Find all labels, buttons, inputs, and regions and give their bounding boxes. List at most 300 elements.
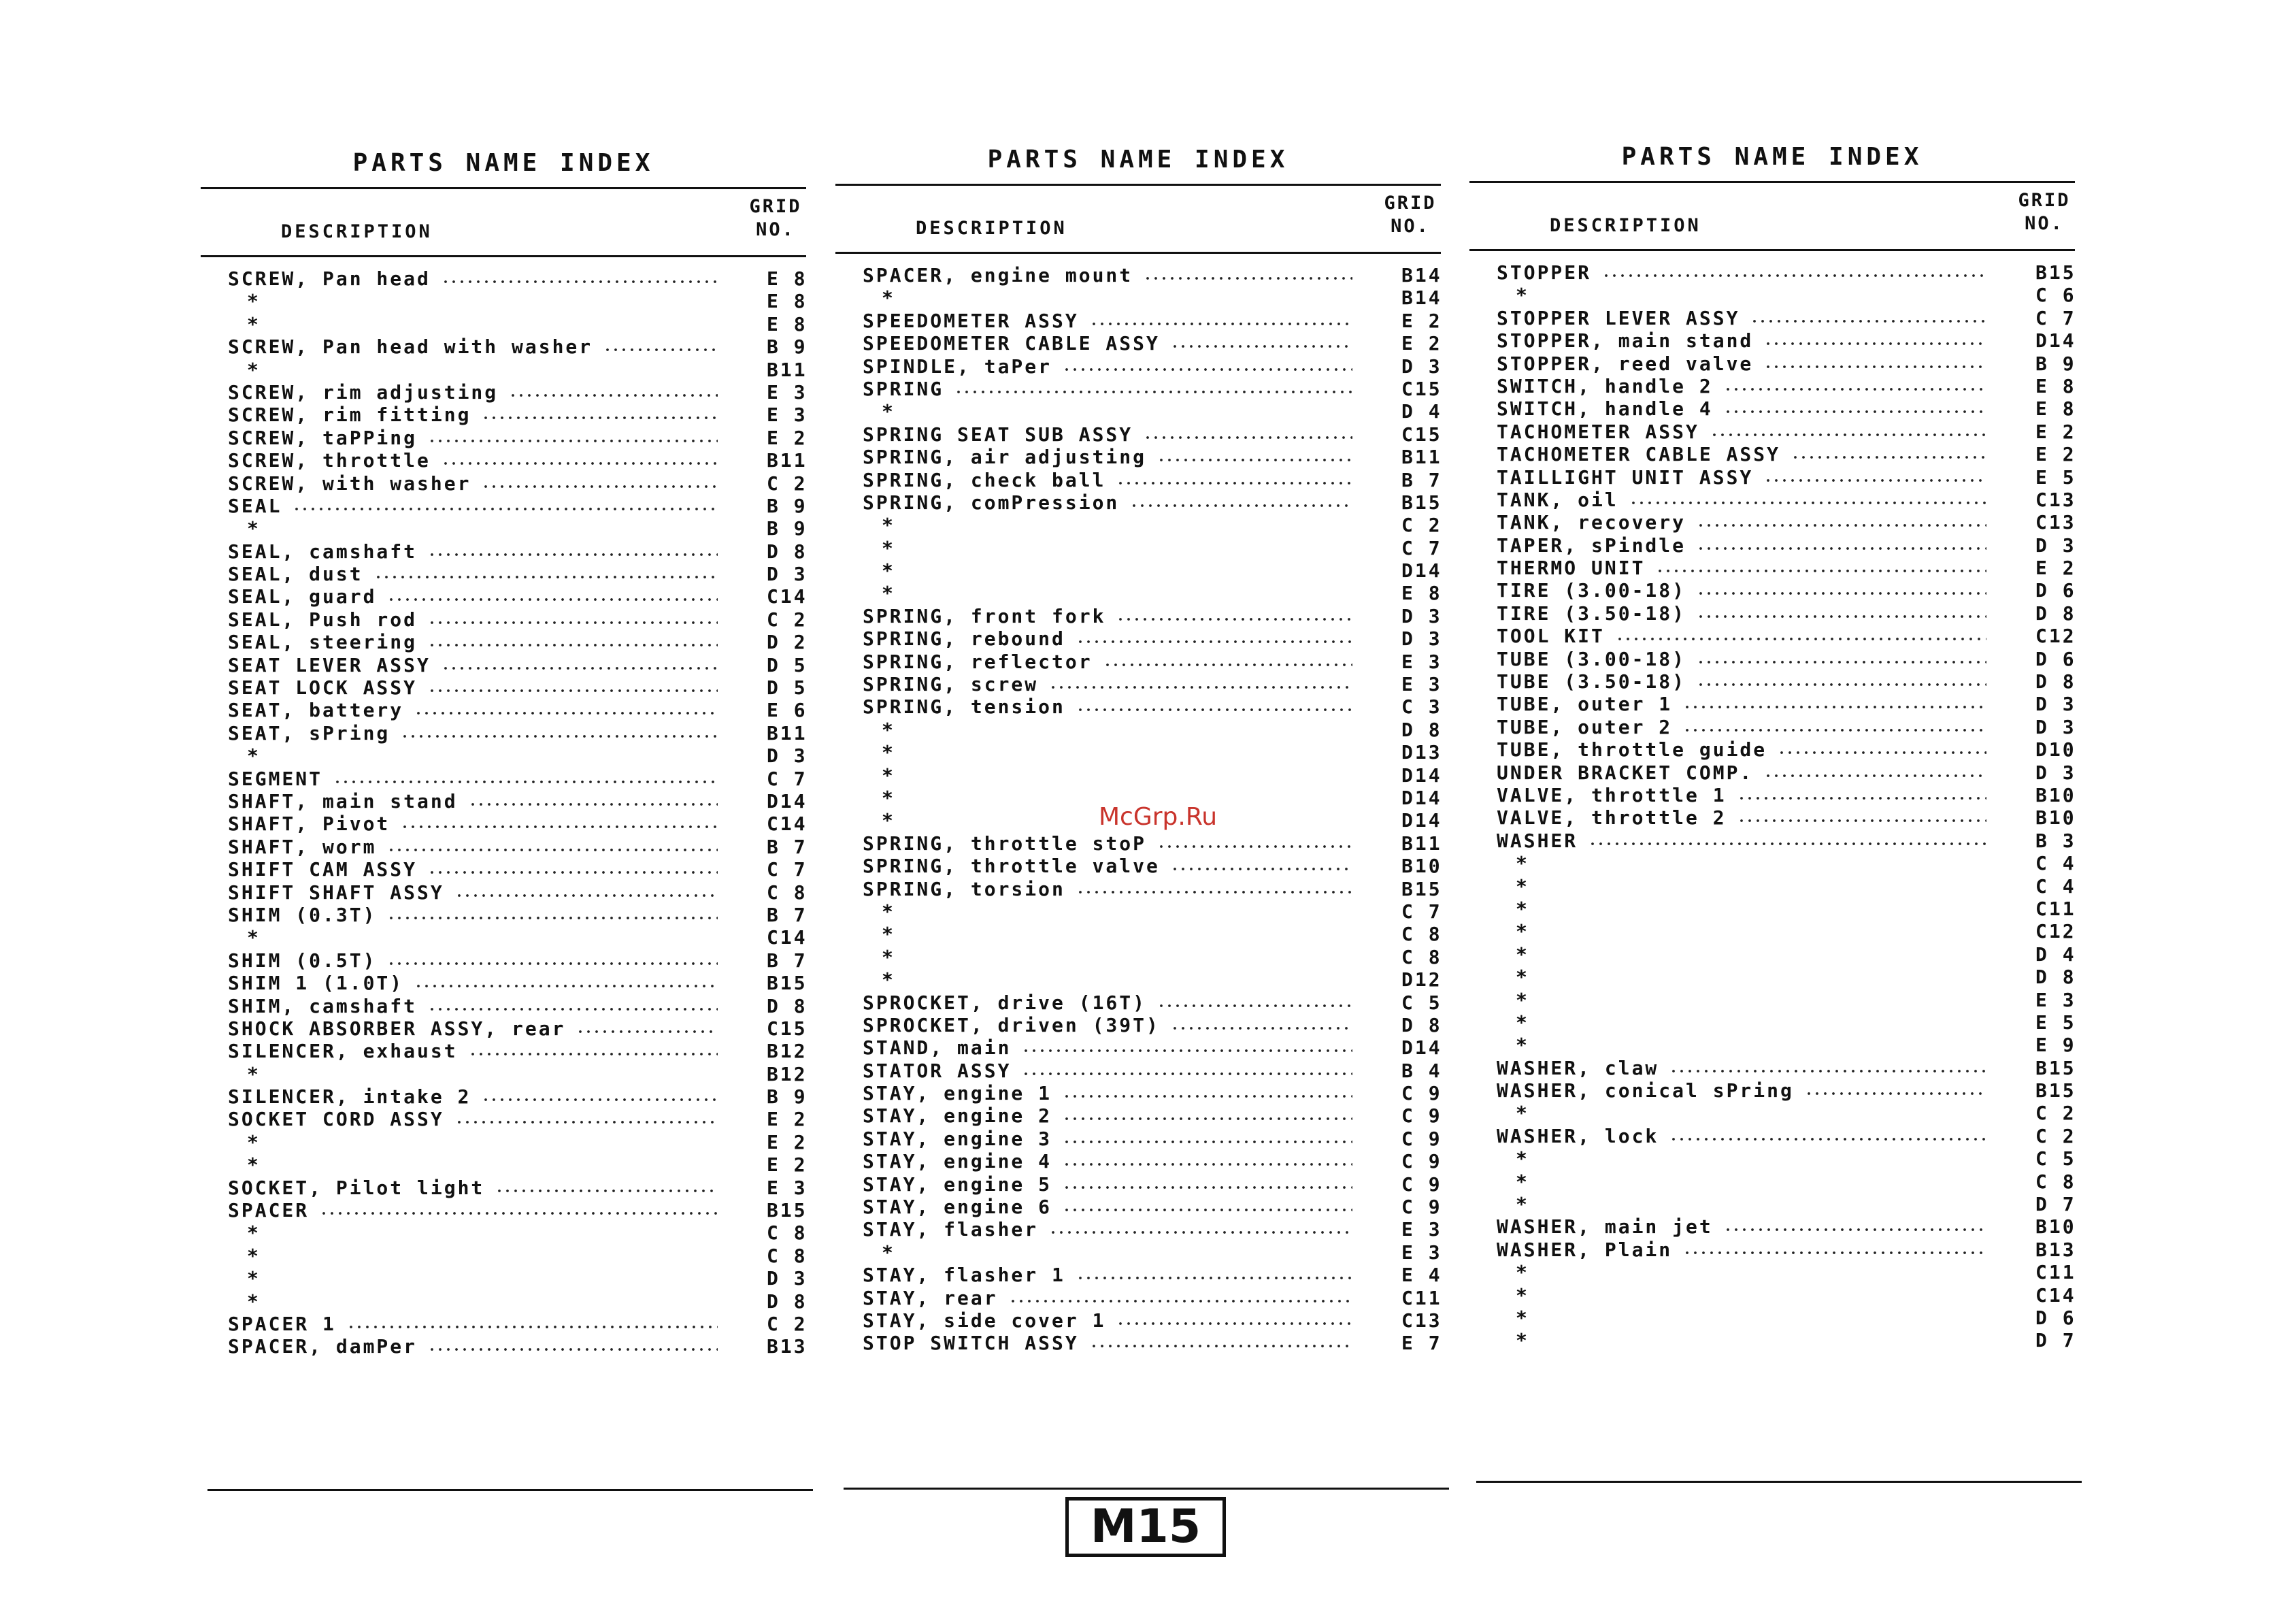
index-entry (863, 1082, 1441, 1104)
entry-grid-no: B13 (2035, 1238, 2076, 1261)
index-entry (863, 310, 1441, 332)
dot-leader (1697, 661, 1986, 663)
entry-description: * (1516, 1306, 1529, 1329)
entry-grid-no: B15 (1401, 491, 1442, 514)
dot-leader (1791, 456, 1986, 459)
index-entry (228, 904, 806, 926)
dot-leader (455, 894, 718, 897)
entry-description: STAY, engine 3 (863, 1127, 1052, 1150)
entry-grid-no: C 5 (2035, 1147, 2076, 1170)
entry-grid-no: C 7 (1401, 900, 1442, 923)
index-entry (1497, 353, 2075, 375)
index-entry (1497, 466, 2075, 489)
dot-leader (333, 781, 718, 783)
dot-leader (469, 803, 718, 806)
dot-leader (1049, 686, 1352, 689)
index-entry (1497, 1057, 2075, 1079)
entry-description: SEAL, guard (228, 585, 377, 608)
dot-leader (1063, 1141, 1352, 1143)
entry-description: * (882, 582, 895, 605)
entry-description: * (882, 945, 895, 968)
index-entry (863, 1173, 1441, 1196)
entry-description: STAY, engine 5 (863, 1173, 1052, 1196)
dot-leader (1116, 618, 1352, 621)
entry-grid-no: D 6 (2035, 1306, 2076, 1329)
entry-description: * (882, 559, 895, 583)
entry-grid-no: E 2 (767, 1153, 808, 1177)
index-entry (863, 764, 1441, 787)
dot-leader (1669, 1138, 1986, 1141)
footer-rule-2 (844, 1488, 1449, 1490)
entry-grid-no: D 3 (767, 1267, 808, 1290)
dot-leader (1588, 842, 1986, 845)
entry-description: * (882, 968, 895, 991)
index-entry (228, 654, 806, 676)
entry-grid-no: D 6 (2035, 647, 2076, 670)
index-entry (863, 1128, 1441, 1150)
index-entry (1497, 307, 2075, 329)
index-entry (863, 1332, 1441, 1354)
entry-description: WASHER, Plain (1497, 1238, 1673, 1261)
dot-leader (1724, 1228, 1986, 1231)
entry-grid-no: B15 (1401, 877, 1442, 900)
index-entry (228, 631, 806, 653)
index-entry (1497, 1193, 2075, 1215)
dot-leader (482, 1098, 718, 1101)
dot-leader (374, 576, 718, 578)
entry-description: SHIM, camshaft (228, 994, 418, 1017)
entry-grid-no: D12 (1401, 968, 1442, 991)
index-entry (228, 1153, 806, 1176)
entry-list (1497, 261, 2075, 1352)
dot-leader (1764, 479, 1986, 482)
entry-grid-no: E 3 (1401, 1241, 1442, 1264)
entry-grid-no: D 8 (1401, 1013, 1442, 1036)
entry-description: * (882, 536, 895, 559)
entry-description: SEAT LOCK ASSY (228, 676, 418, 700)
description-header: DESCRIPTION (1550, 215, 1701, 236)
index-entry (228, 472, 806, 495)
index-entry (228, 1017, 806, 1040)
dot-leader (1683, 706, 1986, 708)
entry-grid-no: C 6 (2035, 284, 2076, 307)
index-entry (863, 1036, 1441, 1059)
entry-description: SEAT, sPring (228, 721, 390, 744)
index-entry (1497, 1125, 2075, 1147)
title-rule (1469, 181, 2075, 183)
entry-grid-no: B10 (2035, 1215, 2076, 1239)
entry-grid-no: D 3 (1401, 355, 1442, 378)
entry-description: SEAT LEVER ASSY (228, 653, 431, 676)
entry-grid-no: B10 (2035, 783, 2076, 806)
entry-description: SWITCH, handle 4 (1497, 397, 1713, 421)
entry-grid-no: E 8 (767, 267, 808, 290)
entry-grid-no: C 7 (767, 858, 808, 881)
dot-leader (320, 1212, 718, 1215)
watermark: McGrp.Ru (1099, 803, 1218, 831)
dot-leader (1697, 547, 1986, 550)
entry-description: * (1516, 1102, 1529, 1125)
dot-leader (1063, 368, 1352, 371)
entry-description: THERMO UNIT (1497, 557, 1646, 580)
entry-description: STOP SWITCH ASSY (863, 1332, 1079, 1355)
index-entry (228, 1085, 806, 1108)
entry-grid-no: B 7 (767, 949, 808, 972)
entry-description: * (247, 1062, 261, 1085)
entry-grid-no: C14 (767, 813, 808, 836)
dot-leader (1103, 663, 1352, 666)
title-rule (835, 184, 1441, 186)
index-entry (228, 1040, 806, 1062)
index-entry (1497, 284, 2075, 306)
entry-grid-no: D14 (1401, 786, 1442, 809)
entry-grid-no: C11 (1401, 1286, 1442, 1309)
entry-grid-no: C13 (2035, 511, 2076, 534)
entry-description: * (1516, 966, 1529, 989)
header-rule (201, 255, 806, 257)
entry-grid-no: E 2 (1401, 309, 1442, 332)
entry-grid-no: E 9 (2035, 1034, 2076, 1057)
entry-description: SPROCKET, drive (16T) (863, 991, 1147, 1014)
index-entry (228, 517, 806, 540)
index-entry (863, 1014, 1441, 1036)
entry-grid-no: D 3 (1401, 604, 1442, 627)
entry-description: TOOL KIT (1497, 625, 1605, 648)
entry-grid-no: E 3 (1401, 673, 1442, 696)
dot-leader (1764, 342, 1986, 345)
index-entry (1497, 579, 2075, 602)
index-entry (228, 608, 806, 631)
entry-grid-no: C13 (1401, 1309, 1442, 1332)
index-entry (863, 1309, 1441, 1332)
index-entry (228, 1313, 806, 1335)
index-entry (228, 1063, 806, 1085)
dot-leader (387, 917, 718, 919)
entry-grid-no: C15 (1401, 423, 1442, 446)
entry-grid-no: D14 (767, 789, 808, 813)
entry-description: SCREW, Pan head with washer (228, 335, 593, 359)
entry-description: * (1516, 1261, 1529, 1284)
dot-leader (1022, 1072, 1352, 1075)
dot-leader (1764, 774, 1986, 777)
entry-description: SEAL, dust (228, 563, 363, 586)
entry-grid-no: C 8 (1401, 945, 1442, 968)
entry-grid-no: E 3 (1401, 650, 1442, 673)
dot-leader (1171, 1027, 1352, 1030)
dot-leader (1764, 365, 1986, 368)
entry-grid-no: C15 (767, 1017, 808, 1040)
entry-description: * (1516, 897, 1529, 920)
entry-grid-no: D 3 (2035, 715, 2076, 738)
entry-description: SPRING, throttle valve (863, 855, 1160, 878)
entry-grid-no: B15 (2035, 1056, 2076, 1079)
header-rule (835, 252, 1441, 254)
grid-no-header: GRID NO. (749, 196, 802, 240)
dot-leader (1116, 1322, 1352, 1325)
entry-grid-no: D 8 (2035, 966, 2076, 989)
index-entry (1497, 875, 2075, 898)
dot-leader (428, 871, 718, 874)
dot-leader (455, 1121, 718, 1124)
index-entry (1497, 1034, 2075, 1056)
entry-grid-no: C 7 (767, 767, 808, 790)
index-entry (1497, 784, 2075, 806)
dot-leader (347, 1326, 718, 1328)
entry-grid-no: E 3 (1401, 1218, 1442, 1241)
dot-leader (1063, 1186, 1352, 1189)
dot-leader (1049, 1231, 1352, 1234)
entry-grid-no: C 8 (1401, 923, 1442, 946)
column-title: PARTS NAME INDEX (1621, 143, 1923, 171)
entry-grid-no: E 3 (2035, 988, 2076, 1011)
entry-grid-no: D 3 (767, 744, 808, 768)
entry-description: STOPPER, reed valve (1497, 352, 1754, 375)
entry-grid-no: E 2 (1401, 332, 1442, 355)
header-rule (1469, 249, 2075, 251)
entry-description: * (882, 718, 895, 741)
entry-grid-no: C14 (767, 926, 808, 949)
entry-description: * (882, 286, 895, 310)
entry-grid-no: D 2 (767, 631, 808, 654)
entry-grid-no: D14 (1401, 809, 1442, 832)
dot-leader (428, 1008, 718, 1011)
entry-description: TIRE (3.00-18) (1497, 579, 1686, 602)
dot-leader (1629, 502, 1986, 504)
entry-grid-no: B 3 (2035, 829, 2076, 852)
dot-leader (1171, 868, 1352, 870)
index-entry (863, 332, 1441, 355)
index-entry (228, 335, 806, 358)
entry-grid-no: D 7 (2035, 1329, 2076, 1352)
dot-leader (482, 485, 718, 488)
index-entry (863, 1241, 1441, 1264)
entry-description: * (247, 517, 261, 540)
dot-leader (576, 1030, 718, 1033)
entry-grid-no: D10 (2035, 738, 2076, 761)
entry-description: TUBE, outer 2 (1497, 715, 1673, 738)
index-entry (1497, 693, 2075, 715)
index-entry (863, 855, 1441, 877)
entry-description: TANK, oil (1497, 488, 1618, 511)
entry-grid-no: C 9 (1401, 1127, 1442, 1150)
entry-grid-no: C13 (2035, 488, 2076, 511)
dot-leader (442, 667, 718, 670)
dot-leader (442, 462, 718, 465)
entry-description: VALVE, throttle 1 (1497, 783, 1727, 806)
index-entry (1497, 830, 2075, 852)
dot-leader (1724, 410, 1986, 413)
index-entry (228, 699, 806, 721)
entry-description: * (1516, 874, 1529, 898)
entry-grid-no: B 9 (767, 335, 808, 359)
entry-grid-no: E 8 (767, 312, 808, 335)
entry-grid-no: B10 (2035, 806, 2076, 830)
index-entry (1497, 329, 2075, 352)
entry-description: VALVE, throttle 2 (1497, 806, 1727, 830)
index-entry (863, 741, 1441, 764)
index-entry (1497, 943, 2075, 966)
entry-description: SPROCKET, driven (39T) (863, 1013, 1160, 1036)
index-entry (863, 1060, 1441, 1082)
entry-grid-no: D 4 (2035, 942, 2076, 966)
index-entry (228, 995, 806, 1017)
entry-grid-no: E 2 (2035, 443, 2076, 466)
entry-grid-no: D 3 (2035, 534, 2076, 557)
entry-description: * (1516, 1193, 1529, 1216)
entry-description: UNDER BRACKET COMP. (1497, 761, 1754, 784)
dot-leader (401, 735, 718, 738)
entry-grid-no: E 8 (767, 290, 808, 313)
entry-grid-no: B15 (2035, 261, 2076, 284)
index-entry (228, 768, 806, 790)
entry-description: WASHER, main jet (1497, 1215, 1713, 1239)
entry-description: * (247, 926, 261, 949)
entry-description: SPACER (228, 1199, 310, 1222)
dot-leader (428, 1348, 718, 1351)
entry-description: TAILLIGHT UNIT ASSY (1497, 465, 1754, 489)
entry-description: * (247, 1290, 261, 1313)
dot-leader (1063, 1117, 1352, 1120)
dot-leader (1616, 638, 1986, 640)
dot-leader (1697, 683, 1986, 686)
entry-grid-no: B 9 (2035, 352, 2076, 375)
index-entry (228, 858, 806, 881)
entry-description: SPRING, screw (863, 673, 1039, 696)
entry-description: TACHOMETER ASSY (1497, 420, 1699, 443)
entry-grid-no: E 5 (2035, 465, 2076, 489)
index-entry (228, 540, 806, 563)
index-entry (1497, 1261, 2075, 1283)
dot-leader (1157, 1004, 1352, 1007)
index-entry (1497, 489, 2075, 511)
entry-description: TUBE (3.00-18) (1497, 647, 1686, 670)
entry-grid-no: C 9 (1401, 1104, 1442, 1128)
dot-leader (482, 416, 718, 419)
entry-description: TUBE, throttle guide (1497, 738, 1767, 761)
index-entry (1497, 397, 2075, 420)
index-entry (863, 991, 1441, 1014)
index-entry (228, 1290, 806, 1313)
entry-grid-no: D 3 (1401, 627, 1442, 651)
index-entry (863, 968, 1441, 991)
entry-grid-no: D 8 (767, 540, 808, 563)
entry-description: SHIM (0.3T) (228, 903, 377, 926)
index-entry (1497, 602, 2075, 625)
entry-description: SEGMENT (228, 767, 323, 790)
entry-description: STAY, flasher (863, 1218, 1039, 1241)
entry-description: STAY, engine 4 (863, 1150, 1052, 1173)
entry-grid-no: B 7 (767, 835, 808, 858)
entry-grid-no: C 2 (2035, 1124, 2076, 1147)
entry-grid-no: E 6 (767, 699, 808, 722)
entry-description: TACHOMETER CABLE ASSY (1497, 443, 1781, 466)
index-entry (228, 722, 806, 744)
entry-grid-no: D 8 (767, 994, 808, 1017)
index-entry (863, 695, 1441, 718)
entry-description: SCREW, rim fitting (228, 404, 471, 427)
entry-description: STAY, side cover 1 (863, 1309, 1106, 1332)
entry-grid-no: C 2 (2035, 1102, 2076, 1125)
index-entry (1497, 989, 2075, 1011)
entry-grid-no: D 4 (1401, 400, 1442, 423)
dot-leader (1697, 592, 1986, 595)
index-entry (863, 923, 1441, 945)
grid-no-header: GRID NO. (2018, 190, 2071, 234)
entry-description: * (1516, 1011, 1529, 1034)
index-entry (1497, 761, 2075, 784)
entry-description: SPACER 1 (228, 1312, 336, 1335)
index-entry (863, 1287, 1441, 1309)
index-entry (228, 1335, 806, 1358)
dot-leader (1076, 1277, 1352, 1279)
index-entry (863, 651, 1441, 673)
entry-description: TANK, recovery (1497, 511, 1686, 534)
grid-no-header: GRID NO. (1384, 193, 1437, 237)
index-entry (1497, 534, 2075, 557)
dot-leader (1750, 320, 1986, 323)
dot-leader (1602, 274, 1986, 277)
entry-description: WASHER, conical sPring (1497, 1079, 1794, 1102)
entry-description: STAY, engine 2 (863, 1104, 1052, 1128)
index-entry (228, 495, 806, 517)
entry-grid-no: C12 (2035, 625, 2076, 648)
index-entry (863, 355, 1441, 378)
dot-leader (1683, 729, 1986, 732)
entry-grid-no: B11 (1401, 832, 1442, 855)
dot-leader (469, 1053, 718, 1055)
dot-leader (1144, 277, 1352, 280)
dot-leader (387, 962, 718, 965)
entry-description: * (882, 1241, 895, 1264)
entry-description: SWITCH, handle 2 (1497, 374, 1713, 397)
dot-leader (428, 621, 718, 624)
entry-grid-no: B11 (767, 358, 808, 381)
index-entry (863, 1150, 1441, 1173)
entry-description: TUBE (3.50-18) (1497, 670, 1686, 693)
entry-description: STAY, flasher 1 (863, 1264, 1065, 1287)
dot-leader (495, 1190, 718, 1192)
entry-description: STOPPER (1497, 261, 1592, 284)
dot-leader (428, 689, 718, 692)
dot-leader (1090, 1345, 1352, 1347)
dot-leader (1656, 570, 1986, 572)
index-entry (228, 313, 806, 335)
index-entry (228, 1199, 806, 1222)
entry-grid-no: C14 (2035, 1283, 2076, 1307)
index-entry (863, 1196, 1441, 1218)
entry-description: SOCKET CORD ASSY (228, 1108, 444, 1131)
entry-grid-no: C 8 (2035, 1170, 2076, 1193)
entry-description: TIRE (3.50-18) (1497, 602, 1686, 625)
entry-description: SPRING (863, 377, 944, 400)
entry-description: TUBE, outer 1 (1497, 693, 1673, 716)
entry-description: SCREW, taPPing (228, 426, 418, 449)
entry-description: SEAT, battery (228, 699, 404, 722)
entry-grid-no: C 2 (767, 608, 808, 631)
entry-description: SHAFT, Pivot (228, 813, 390, 836)
entry-description: SHOCK ABSORBER ASSY, rear (228, 1017, 566, 1040)
index-entry (863, 378, 1441, 400)
index-entry (1497, 806, 2075, 829)
entry-description: SPRING, rebound (863, 627, 1065, 651)
index-entry (863, 719, 1441, 741)
entry-grid-no: D13 (1401, 741, 1442, 764)
dot-leader (1157, 845, 1352, 848)
entry-description: SPRING, front fork (863, 604, 1106, 627)
entry-grid-no: C 9 (1401, 1082, 1442, 1105)
entry-grid-no: C 2 (767, 472, 808, 495)
entry-list (228, 267, 806, 1358)
